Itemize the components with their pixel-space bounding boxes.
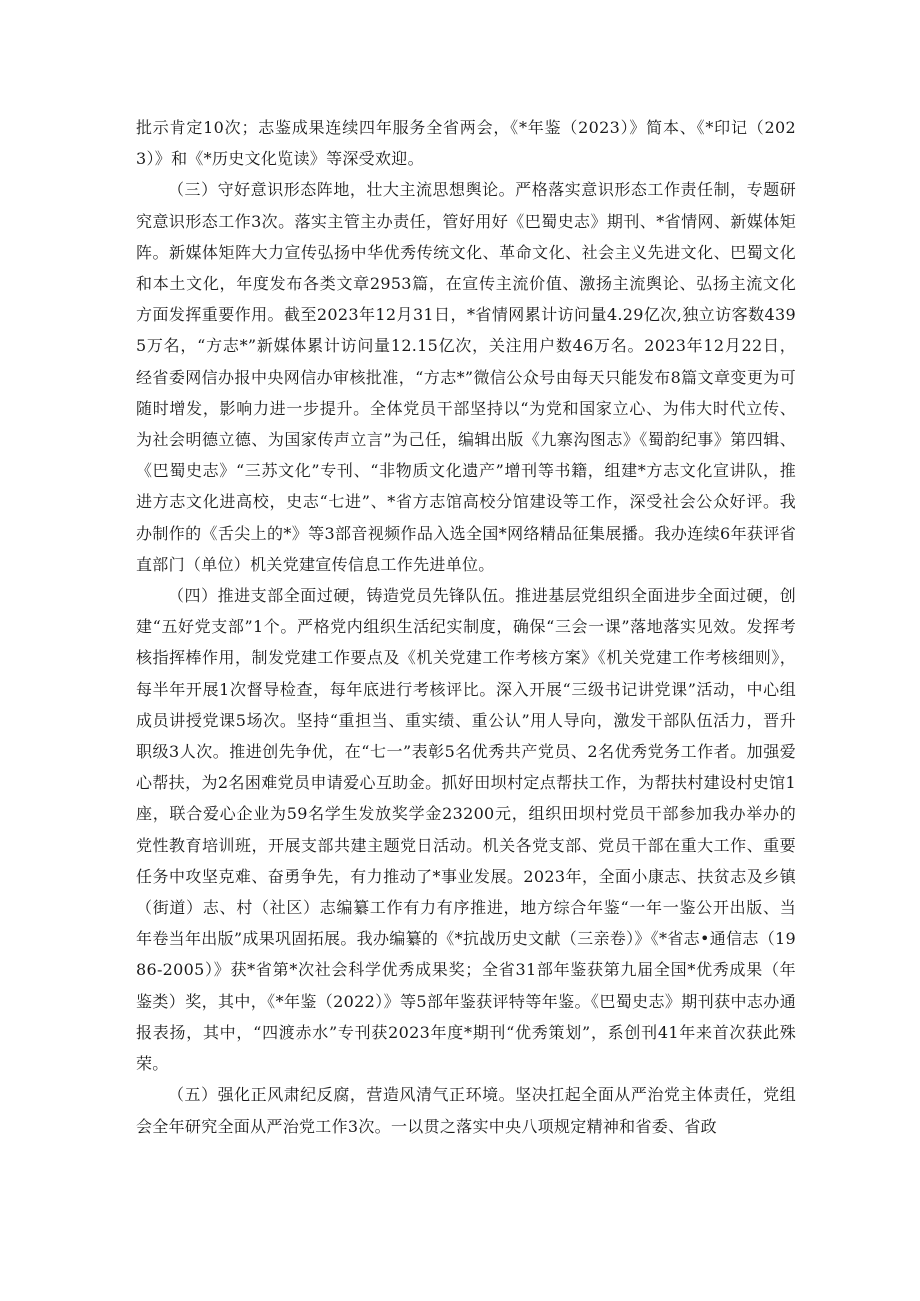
document-body [136,112,796,1142]
paragraph-section-four: （四）推进支部全面过硬，铸造党员先锋队伍。推进基层党组织全面进步全面过硬，创建“五好党支部”1个。严格党内组织生活纪实制度，确保“三会一课”落地落实见效。发挥考核指挥棒作用，制发党建工作要点及《机关党建工作考核方案》《机关党建工作考核细则》，每半年开展1次督导检查，每年底进行考核评比。深入开展“三级书记讲党课”活动，中心组成员讲授党课5场次。坚持“重担当、重实绩、重公认”用人导向，激发干部队伍活力，晋升职级3人次。推进创先争优，在“七一”表彰5名优秀共产党员、2名优秀党务工作者。加强爱心帮扶，为2名困难党员申请爱心互助金。抓好田坝村定点帮扶工作，为帮扶村建设村史馆1座，联合爱心企业为59名学生发放奖学金23200元，组织田坝村党员干部参加我办举办的党性教育培训班，开展支部共建主题党日活动。机关各党支部、党员干部在重大工作、重要任务中攻坚克难、奋勇争先，有力推动了*事业发展。2023年，全面小康志、扶贫志及乡镇（街道）志、村（社区）志编纂工作有力有序推进，地方综合年鉴“一年一鉴公开出版、当年卷当年出版”成果巩固拓展。我办编纂的《*抗战历史文献（三亲卷）》《*省志•通信志（1986-2005）》获*省第*次社会科学优秀成果奖；全省31部年鉴获第九届全国*优秀成果（年鉴类）奖，其中，《*年鉴（2022）》等5部年鉴获评特等年鉴。《巴蜀史志》期刊获中志办通报表扬，其中，“四渡赤水”专刊获2023年度*期刊“优秀策划”，系创刊41年来首次获此殊荣。 [136,586,796,1074]
paragraph-continuation: 批示肯定10次；志鉴成果连续四年服务全省两会，《*年鉴（2023）》简本、《*印记（2023）》和《*历史文化览读》等深受欢迎。 [136,118,796,169]
paragraph-section-three: （三）守好意识形态阵地，壮大主流思想舆论。严格落实意识形态工作责任制，专题研究意识形态工作3次。落实主管主办责任，管好用好《巴蜀史志》期刊、*省情网、新媒体矩阵。新媒体矩阵大力宣传弘扬中华优秀传统文化、革命文化、社会主义先进文化、巴蜀文化和本土文化，年度发布各类文章2953篇，在宣传主流价值、激扬主流舆论、弘扬主流文化方面发挥重要作用。截至2023年12月31日，*省情网累计访问量4.29亿次,独立访客数4395万名，“方志*”新媒体累计访问量12.15亿次，关注用户数46万名。2023年12月22日，经省委网信办报中央网信办审核批准，“方志*”微信公众号由每天只能发布8篇文章变更为可随时增发，影响力进一步提升。全体党员干部坚持以“为党和国家立心、为伟大时代立传、为社会明德立德、为国家传声立言”为己任，编辑出版《九寨沟图志》《蜀韵纪事》第四辑、《巴蜀史志》“三苏文化”专刊、“非物质文化遗产”增刊等书籍，组建*方志文化宣讲队，推进方志文化进高校，史志“七进”、*省方志馆高校分馆建设等工作，深受社会公众好评。我办制作的《舌尖上的*》等3部音视频作品入选全国*网络精品征集展播。我办连续6年获评省直部门（单位）机关党建宣传信息工作先进单位。 [136,180,796,574]
paragraph-section-five: （五）强化正风肃纪反腐，营造风清气正环境。坚决扛起全面从严治党主体责任，党组会全年研究全面从严治党工作3次。一以贯之落实中央八项规定精神和省委、省政 [136,1085,796,1136]
